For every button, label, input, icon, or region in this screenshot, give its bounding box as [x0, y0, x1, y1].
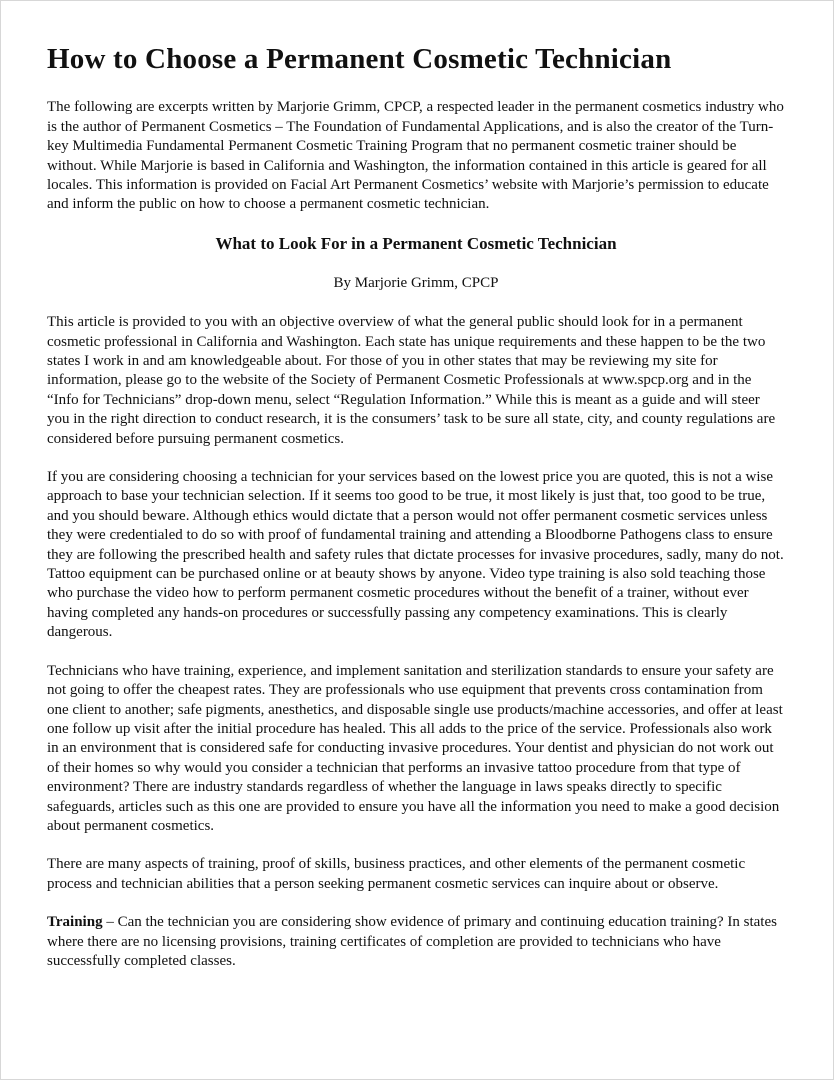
byline: By Marjorie Grimm, CPCP	[333, 274, 499, 291]
paragraph-aspects: There are many aspects of training, proof of skills, business practices, and other elements of the permanent cosmetic process and technician abilities that a person seeking permanent cosmetic services can inquire about or observe.	[47, 856, 746, 892]
paragraph-lowest-price: If you are considering choosing a technician for your services based on the lowest price you are quoted, this is not a wise approach to base your technician selection. If it seems too good to be true, it most likely is just that, too good to be true, and you should beware. Although ethics would dictate that a person would not offer permanent cosmetic services unless they were credentialed to do so with proof of fundamental training and attending a Bloodborne Pathogens class to ensure they are following the prescribed health and safety rules that dictate processes for invasive procedures, sadly, many do not. Tattoo equipment can be purchased online or at beauty shows by anyone. Video type training is also sold teaching those who purchase the video how to perform permanent cosmetic procedures without the benefit of a trainer, without ever having completed any hands-on procedures or successfully passing any competency examinations. This is clearly dangerous.	[47, 469, 784, 641]
paragraph-overview: This article is provided to you with an objective overview of what the general public should look for in a permanent cosmetic professional in California and Washington. Each state has unique requirements and these happen to be the two states I work in and am knowledgeable about. For those of you in other states that may be reviewing my site for information, please go to the website of the Society of Permanent Cosmetic Professionals at www.spcp.org and in the “Info for Technicians” drop-down menu, select “Regulation Information.” While this is meant as a guide and will steer you in the right direction to conduct research, it is the consumers’ task to be sure all state, city, and county regulations are considered before pursuing permanent cosmetics.	[47, 314, 776, 447]
paragraph-training	[47, 913, 785, 971]
page-title: How to Choose a Permanent Cosmetic Technician	[47, 43, 672, 75]
training-text: – Can the technician you are considering show evidence of primary and continuing education training? In states where there are no licensing provisions, training certificates of completion are provided to technicians who have successfully completed classes.	[47, 914, 777, 969]
section-heading: What to Look For in a Permanent Cosmetic Technician	[215, 233, 617, 253]
paragraph-technicians-standards: Technicians who have training, experience, and implement sanitation and sterilization standards to ensure your safety are not going to offer the cheapest rates. They are professionals who use equipment that prevents cross contamination from one client to another; safe pigments, anesthetics, and disposable single use products/machine accessories, and offer at least one follow up visit after the initial procedure has healed. This all adds to the price of the service. Professionals also work in an environment that is considered safe for conducting invasive procedures. Your dentist and physician do not work out of their homes so why would you consider a technician that performs an invasive tattoo procedure from that type of environment? There are industry standards regardless of whether the language in laws speaks directly to specific safeguards, articles such as this one are provided to ensure you have all the information you need to make a good decision about permanent cosmetics.	[47, 662, 783, 834]
training-label: Training	[47, 914, 103, 931]
intro-paragraph: The following are excerpts written by Marjorie Grimm, CPCP, a respected leader in the permanent cosmetics industry who is the author of Permanent Cosmetics – The Foundation of Fundamental Applications, and is also the creator of the Turn-key Multimedia Fundamental Permanent Cosmetic Training Program that no permanent cosmetic trainer should be without. While Marjorie is based in California and Washington, the information contained in this article is geared for all locales. This information is provided on Facial Art Permanent Cosmetics’ website with Marjorie’s permission to educate and inform the public on how to choose a permanent cosmetic technician.	[47, 99, 784, 213]
document-page	[1, 1, 833, 1020]
